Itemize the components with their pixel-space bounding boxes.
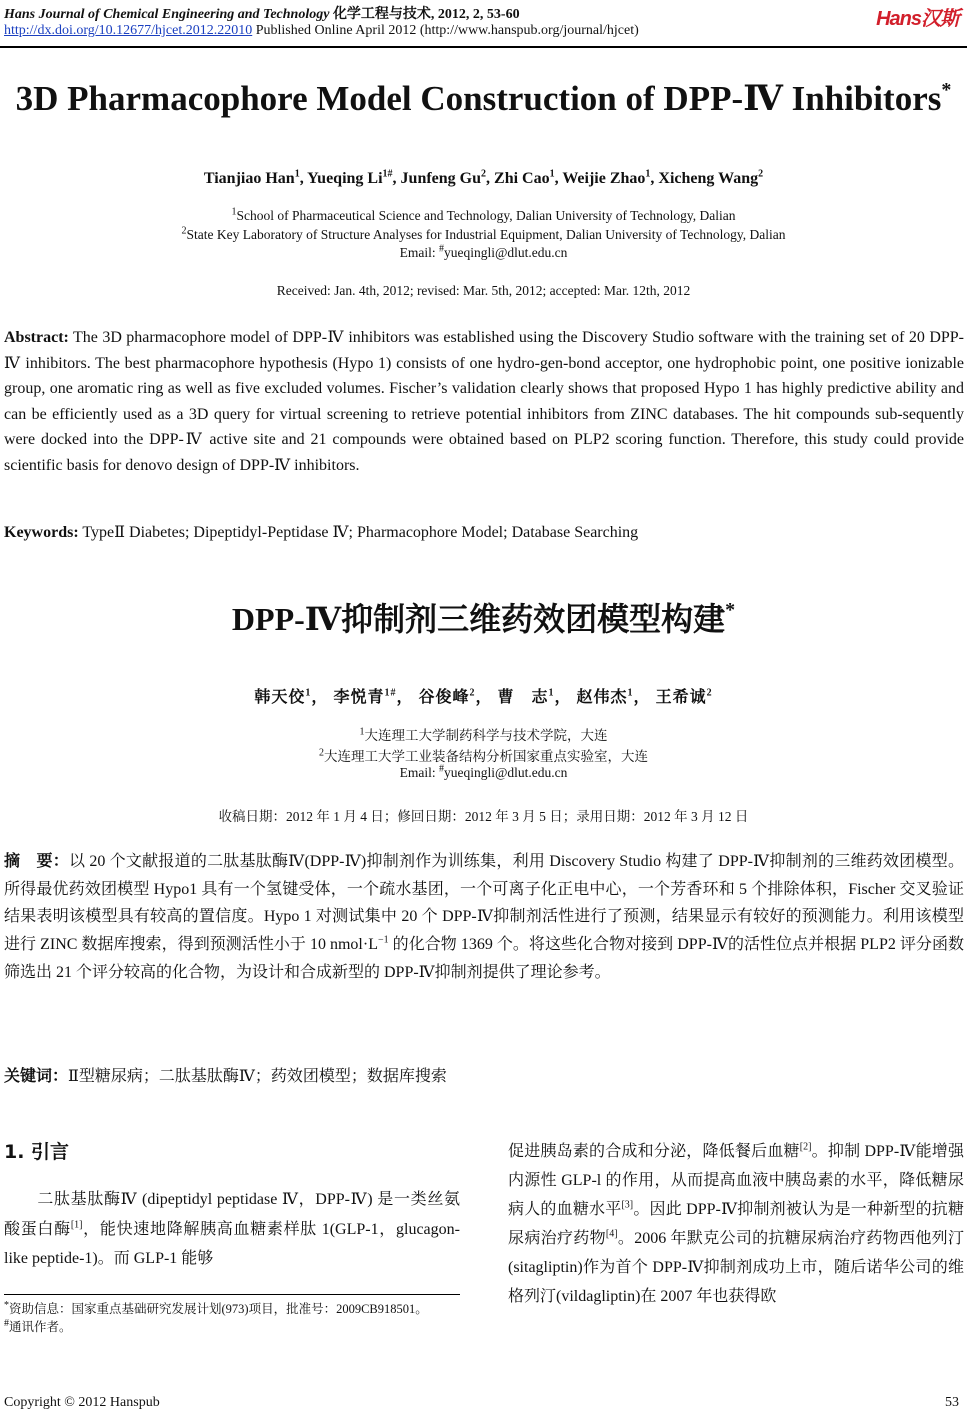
keywords-text: Ⅱ型糖尿病；二肽基肽酶Ⅳ；药效团模型；数据库搜索	[68, 1068, 447, 1085]
author: 韩天佼	[254, 689, 306, 706]
footnote-funding: *资助信息：国家重点基础研究发展计划(973)项目，批准号：2009CB918501。	[4, 1299, 428, 1316]
author: 赵伟杰	[576, 689, 628, 706]
footnote-corresponding: #通讯作者。	[4, 1317, 72, 1334]
keywords-text: TypeⅡ Diabetes; Dipeptidyl-Peptidase Ⅳ; Pharmacophore Model; Database Searching	[82, 524, 639, 541]
copyright: Copyright © 2012 Hanspub	[4, 1395, 160, 1410]
intro-right-column: 促进胰岛素的合成和分泌，降低餐后血糖[2]。抑制 DPP-Ⅳ能增强内源性 GLP-l 的作用，从而提高血液中胰岛素的水平，降低糖尿病人的血糖水平[3]。因此 DPP-Ⅳ抑制剂被认为是一种新型的抗糖尿病治疗药物[4]。2006 年默克公司的抗糖尿病治疗药物西他列汀(sitagliptin)作为首个 DPP-Ⅳ抑制剂成功上市，随后诺华公司的维格列汀(vildagliptin)在 2007 年也获得欧	[508, 1141, 964, 1305]
keywords-label: 关键词：	[4, 1066, 69, 1085]
author-list-cn: 韩天佼$^1$， 李悦青$^{1\#}$， 谷俊峰$^2$， 曹 志$^1$， 赵伟杰$^1$， 王希诚$^2$	[254, 687, 713, 706]
paper-title-en: 3D Pharmacophore Model Construction of DPP-Ⅳ Inhibitors*	[15, 79, 952, 118]
page-number: 53	[945, 1395, 959, 1410]
author: Tianjiao Han	[203, 170, 295, 187]
abstract-label: Abstract:	[4, 329, 69, 346]
affiliation-en-2: $^2$State Key Laboratory of Structure Analyses for Industrial Equipment, Dalian University of Technology, Dalian	[181, 225, 786, 242]
citation: [1]	[70, 1219, 83, 1231]
author: Yueqing Li	[307, 170, 383, 187]
paper-title-cn: DPP-Ⅳ抑制剂三维药效团模型构建*	[231, 599, 736, 637]
keywords-cn	[4, 1063, 447, 1086]
dates-en: Received: Jan. 4th, 2012; revised: Mar. 5th, 2012; accepted: Mar. 12th, 2012	[276, 283, 691, 298]
footnote-divider	[4, 1294, 460, 1295]
affiliation-en-1: $^1$School of Pharmaceutical Science and Technology, Dalian University of Technology, Dalian	[231, 206, 736, 223]
published-info: Published Online April 2012 (http://www.hanspub.org/journal/hjcet)	[255, 23, 639, 38]
email-cn: Email: #yueqingli@dlut.edu.cn	[399, 763, 568, 780]
title-footnote-mark: *	[725, 599, 736, 621]
dates-cn: 收稿日期：2012 年 1 月 4 日；修回日期：2012 年 3 月 5 日；录用日期：2012 年 3 月 12 日	[218, 809, 749, 824]
journal-name-cn: 化学工程与技术, 2012, 2, 53-60	[332, 7, 520, 22]
doi-line	[4, 23, 639, 39]
abstract-en	[4, 325, 964, 479]
abstract-text: The 3D pharmacophore model of DPP-Ⅳ inhibitors was established using the Discovery Studio software with the training set of 20 DPP-Ⅳ inhibitors. The best pharmacophore hypothesis (Hypo 1) consists of one hydro-gen-bond acceptor, one hydrophobic point, one positive ionizable group, one aromatic ring as well as five excluded volumes. Fischer’s validation clearly shows that proposed Hypo 1 has highly predictive ability and can be efficiently used as a 3D query for virtual screening to retrieve potential inhibitors from ZINC databases. The hit compounds sub-sequently were docked into the DPP-Ⅳ active site and 21 compounds were obtained based on PLP2 scoring function. Therefore, this study could provide scientific basis for denovo design of DPP-Ⅳ inhibitors.	[4, 329, 964, 474]
email-address: yueqingli@dlut.edu.cn	[443, 765, 568, 780]
abstract-label: 摘 要：	[4, 853, 69, 870]
section-heading-intro: 1. 引言	[4, 1141, 70, 1163]
email-address: yueqingli@dlut.edu.cn	[443, 245, 568, 260]
author: 王希诚	[655, 689, 707, 706]
author: Junfeng Gu	[400, 170, 482, 187]
intro-left-column: 二肽基肽酶Ⅳ (dipeptidyl peptidase Ⅳ，DPP-Ⅳ) 是一类丝氨酸蛋白酶[1]，能快速地降解胰高血糖素样肽 1(GLP-1，glucagon-like peptide-1)。而 GLP-1 能够	[4, 1191, 460, 1267]
affiliation-cn-2: $^2$大连理工大学工业装备结构分析国家重点实验室，大连	[319, 747, 648, 764]
abstract-cn: 摘 要：以 20 个文献报道的二肽基肽酶Ⅳ(DPP-Ⅳ)抑制剂作为训练集，利用 Discovery Studio 构建了 DPP-Ⅳ抑制剂的三维药效团模型。所得最优药效团模型 Hypo1 具有一个氢键受体，一个疏水基团，一个可离子化正电中心，一个芳香环和 5 个排除体积，Fischer 交叉验证结果表明该模型具有较高的置信度。Hypo 1 对测试集中 20 个 DPP-Ⅳ抑制剂活性进行了预测，结果显示有较好的预测能力。利用该模型进行 ZINC 数据库搜索，得到预测活性小于 10 $nmol\cdot L^{-1}$ 的化合物 1369 个。将这些化合物对接到 DPP-Ⅳ的活性位点并根据 PLP2 评分函数筛选出 21 个评分较高的化合物，为设计和合成新型的 DPP-Ⅳ抑制剂提供了理论参考。	[4, 853, 964, 981]
hans-logo: Hans汉斯	[876, 8, 959, 30]
doi-link[interactable]: http://dx.doi.org/10.12677/hjcet.2012.22010	[4, 23, 253, 38]
author: 李悦青	[333, 689, 385, 706]
citation: [3]	[621, 1199, 634, 1211]
header-divider	[0, 46, 967, 48]
author: Weijie Zhao	[562, 170, 646, 187]
author: Zhi Cao	[494, 170, 550, 187]
affiliation-cn-1: $^1$大连理工大学制药科学与技术学院，大连	[359, 726, 608, 743]
author-list-en: Tianjiao Han$^1$, Yueqing $Li^{1\#}$, Junfeng Gu$^2$, Zhi Cao$^1$, Weijie Zhao$^1$, Xicheng Wang$^2$	[203, 168, 764, 187]
email-en: Email: #yueqingli@dlut.edu.cn	[399, 243, 568, 260]
journal-header	[4, 3, 520, 23]
author: Xicheng Wang	[658, 170, 759, 187]
title-footnote-mark: *	[941, 79, 952, 101]
citation: [2]	[799, 1141, 812, 1153]
author: 曹 志	[497, 689, 549, 706]
keywords-en	[4, 520, 964, 546]
journal-name-en: Hans Journal of Chemical Engineering and Technology	[4, 7, 330, 22]
keywords-label: Keywords:	[4, 524, 79, 541]
author: 谷俊峰	[418, 689, 470, 706]
citation: [4]	[605, 1228, 618, 1240]
footnotes	[4, 1300, 460, 1336]
